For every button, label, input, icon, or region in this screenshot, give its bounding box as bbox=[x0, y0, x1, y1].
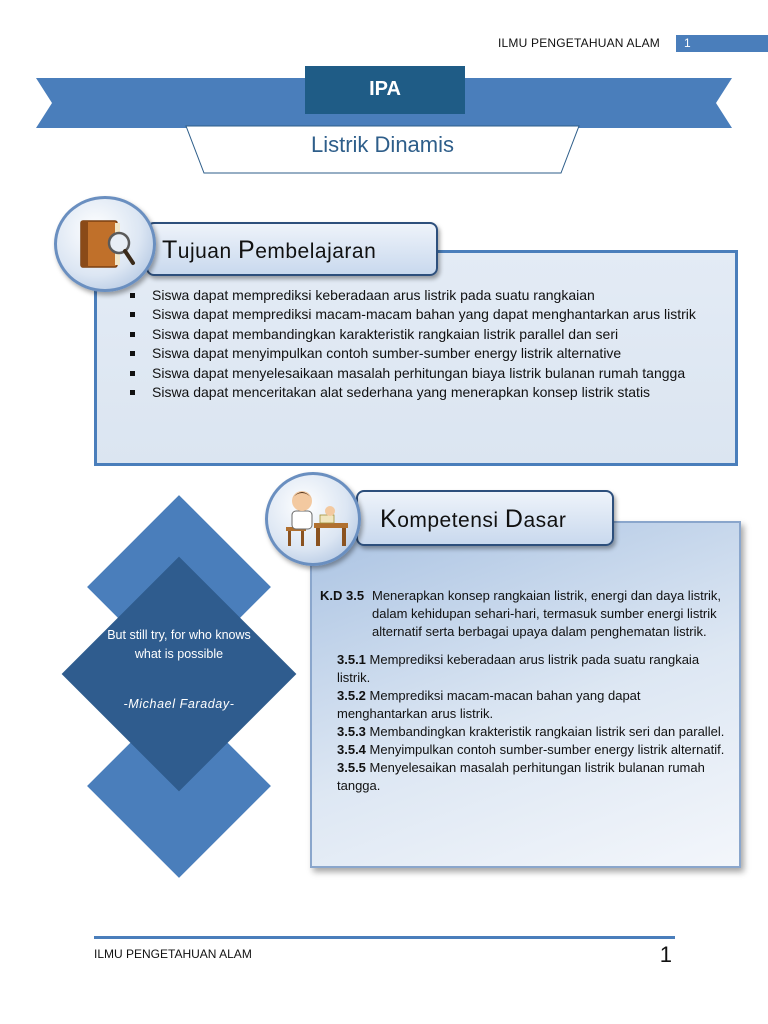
list-item bbox=[337, 741, 725, 759]
sub-competence-list bbox=[337, 651, 725, 795]
footer-title: ILMU PENGETAHUAN ALAM bbox=[94, 947, 252, 961]
competence-code: K.D 3.5 bbox=[320, 588, 365, 603]
heading-word-rest: ompetensi bbox=[397, 509, 505, 532]
sub-competence-code: 3.5.4 bbox=[337, 742, 366, 757]
sub-competence-text: Menyelesaikan masalah perhitungan listrik bulanan rumah tangga. bbox=[337, 760, 705, 793]
sub-competence-code: 3.5.2 bbox=[337, 688, 366, 703]
topic-subtitle: Listrik Dinamis bbox=[310, 132, 455, 157]
sub-competence-code: 3.5.3 bbox=[337, 724, 366, 739]
learning-objectives-heading bbox=[146, 222, 438, 276]
heading-initial: D bbox=[504, 505, 524, 533]
book-icon bbox=[57, 199, 153, 289]
subject-title: IPA bbox=[305, 66, 465, 114]
learning-objectives-list bbox=[126, 286, 731, 402]
sub-competence-text: Menyimpulkan contoh sumber-sumber energy listrik alternatif. bbox=[369, 742, 725, 757]
heading-word-rest: embelajaran bbox=[255, 240, 377, 263]
list-item: Siswa dapat menyimpulkan contoh sumber-sumber energy listrik alternative bbox=[126, 344, 731, 363]
sub-competence-text: Memprediksi macam-macan bahan yang dapat menghantarkan arus listrik. bbox=[337, 688, 641, 721]
book-icon-badge bbox=[54, 196, 156, 292]
list-item bbox=[337, 723, 725, 741]
footer-page-number: 1 bbox=[659, 942, 672, 967]
sub-competence-text: Memprediksi keberadaan arus listrik pada suatu rangkaia listrik. bbox=[337, 652, 700, 685]
heading-word-rest: asar bbox=[523, 509, 567, 532]
competence-main bbox=[320, 587, 725, 641]
sub-competence-code: 3.5.1 bbox=[337, 652, 366, 667]
heading-initial: T bbox=[162, 236, 178, 264]
quote-author: -Michael Faraday- bbox=[123, 697, 235, 711]
header-title: ILMU PENGETAHUAN ALAM bbox=[497, 36, 660, 50]
heading-initial: K bbox=[380, 505, 398, 533]
heading-word-rest: ujuan bbox=[177, 240, 238, 263]
list-item: Siswa dapat memprediksi keberadaan arus listrik pada suatu rangkaian bbox=[126, 286, 731, 305]
list-item bbox=[337, 651, 725, 687]
quote-text: But still try, for who knows what is possible bbox=[107, 628, 251, 661]
list-item: Siswa dapat menceritakan alat sederhana yang menerapkan konsep listrik statis bbox=[126, 383, 731, 402]
competence-text: Menerapkan konsep rangkaian listrik, energi dan daya listrik, dalam kehidupan sehari-hari, termasuk sumber energi listrik alternatif serta berbagai upaya dalam penghematan listrik. bbox=[372, 588, 722, 639]
header-page-number: 1 bbox=[676, 35, 768, 52]
list-item bbox=[337, 687, 725, 723]
sub-competence-code: 3.5.5 bbox=[337, 760, 366, 775]
heading-initial: P bbox=[238, 236, 256, 264]
student-icon-badge bbox=[265, 472, 361, 566]
basic-competence-heading bbox=[356, 490, 614, 546]
list-item: Siswa dapat memprediksi macam-macam bahan yang dapat menghantarkan arus listrik bbox=[126, 305, 731, 324]
footer-divider bbox=[94, 936, 675, 939]
list-item bbox=[337, 759, 725, 795]
list-item: Siswa dapat membandingkan karakteristik rangkaian listrik parallel dan seri bbox=[126, 325, 731, 344]
sub-competence-text: Membandingkan krakteristik rangkaian listrik seri dan parallel. bbox=[369, 724, 725, 739]
list-item: Siswa dapat menyelesaikaan masalah perhitungan biaya listrik bulanan rumah tangga bbox=[126, 364, 731, 383]
student-icon bbox=[268, 475, 358, 563]
basic-competence-content bbox=[320, 587, 725, 795]
